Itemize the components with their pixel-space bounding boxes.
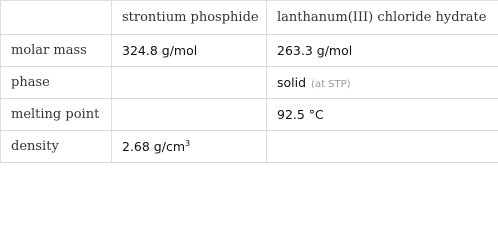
value-cell: 324.8 g/mol — [112, 35, 267, 67]
value-cell — [112, 99, 267, 131]
value-text: 2.68 g/cm — [122, 139, 186, 154]
corner-cell — [1, 1, 112, 35]
table-row-melting-point — [1, 99, 498, 131]
value-cell — [112, 67, 267, 99]
header-row — [1, 1, 498, 35]
row-label: density — [1, 131, 112, 163]
value-cell: 92.5 °C — [267, 99, 498, 131]
row-label: melting point — [1, 99, 112, 131]
value-cell — [267, 67, 498, 99]
value-cell — [112, 131, 267, 163]
condition-note: (at STP) — [311, 79, 351, 90]
row-label: molar mass — [1, 35, 112, 67]
table-row-density — [1, 131, 498, 163]
value-text: solid — [277, 75, 307, 90]
value-cell: 263.3 g/mol — [267, 35, 498, 67]
column-header-lanthanum-chloride-hydrate: lanthanum(III) chloride hydrate — [267, 1, 498, 35]
row-label: phase — [1, 67, 112, 99]
column-header-strontium-phosphide: strontium phosphide — [112, 1, 267, 35]
value-cell — [267, 131, 498, 163]
unit-exponent: 3 — [185, 138, 191, 148]
table-row-phase — [1, 67, 498, 99]
table-row-molar-mass — [1, 35, 498, 67]
